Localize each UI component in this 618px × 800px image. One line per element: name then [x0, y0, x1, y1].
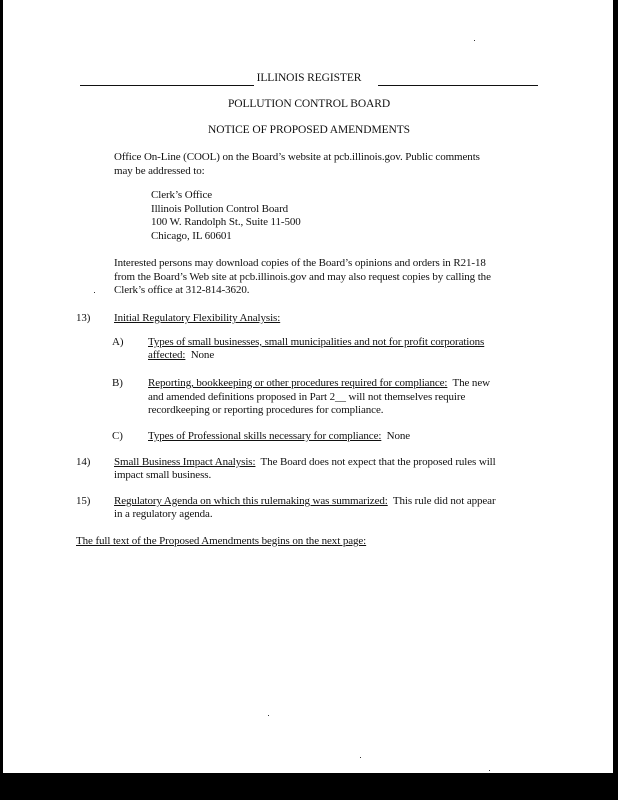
scan-speck [360, 757, 361, 758]
item-15-line-2: in a regulatory agenda. [114, 508, 213, 520]
item-13b-letter: B) [112, 377, 123, 389]
item-15-label: Regulatory Agenda on which this rulemaking was summarized: [114, 495, 388, 507]
full-text-note: The full text of the Proposed Amendments begins on the next page: [76, 535, 367, 547]
item-13-number: 13) [76, 312, 91, 324]
notice-title: NOTICE OF PROPOSED AMENDMENTS [208, 124, 410, 136]
item-13a-label-line-2: affected: [148, 349, 186, 361]
item-13b-line-3: recordkeeping or reporting procedures for compliance. [148, 404, 384, 416]
item-13a-letter: A) [112, 336, 124, 348]
item-13c-label: Types of Professional skills necessary for compliance: [148, 430, 382, 442]
item-15-text-tail: This rule did not appear [392, 495, 496, 507]
item-13-heading: Initial Regulatory Flexibility Analysis: [114, 312, 281, 324]
address-line-2: Illinois Pollution Control Board [151, 203, 289, 215]
item-14-line-2: impact small business. [114, 469, 212, 481]
item-13b-text-tail: The new [452, 377, 490, 389]
item-15-line-1 [114, 494, 496, 508]
scan-border-right [613, 0, 618, 800]
download-line-3: Clerk’s office at 312-814-3620. [114, 284, 250, 296]
scan-speck [268, 715, 269, 716]
item-15-number: 15) [76, 495, 91, 507]
item-13a-line-2 [148, 348, 214, 362]
header-rule-left [80, 85, 254, 86]
download-line-1: Interested persons may download copies of the Board’s opinions and orders in R21-18 [114, 257, 486, 269]
intro-line-2: may be addressed to: [114, 165, 205, 177]
agency-title: POLLUTION CONTROL BOARD [227, 98, 391, 110]
item-13a-value: None [190, 349, 215, 361]
address-line-1: Clerk’s Office [151, 189, 213, 201]
scan-border-bottom [0, 773, 618, 800]
item-13c-line [148, 429, 410, 443]
address-line-4: Chicago, IL 60601 [151, 230, 232, 242]
item-13a-label-line-1: Types of small businesses, small municipalities and not for profit corporations [148, 336, 485, 348]
item-13b-line-2: and amended definitions proposed in Part 2__ will not themselves require [148, 391, 466, 403]
header-rule-right [378, 85, 538, 86]
address-line-3: 100 W. Randolph St., Suite 11-500 [151, 216, 301, 228]
item-13c-letter: C) [112, 430, 123, 442]
intro-line-1: Office On-Line (COOL) on the Board’s website at pcb.illinois.gov. Public comments [114, 151, 480, 163]
scan-speck [474, 40, 475, 41]
item-13c-value: None [386, 430, 411, 442]
register-title: ILLINOIS REGISTER [256, 72, 362, 84]
scan-border-left [0, 0, 3, 800]
item-14-label: Small Business Impact Analysis: [114, 456, 256, 468]
item-13b-label: Reporting, bookkeeping or other procedures required for compliance: [148, 377, 448, 389]
item-14-number: 14) [76, 456, 91, 468]
item-13b-line-1 [148, 376, 490, 390]
scan-speck [94, 292, 95, 293]
scan-speck [489, 770, 490, 771]
item-14-line-1 [114, 455, 496, 469]
download-line-2: from the Board’s Web site at pcb.illinois.gov and may also request copies by calling the [114, 271, 491, 283]
item-14-text-tail: The Board does not expect that the proposed rules will [260, 456, 496, 468]
